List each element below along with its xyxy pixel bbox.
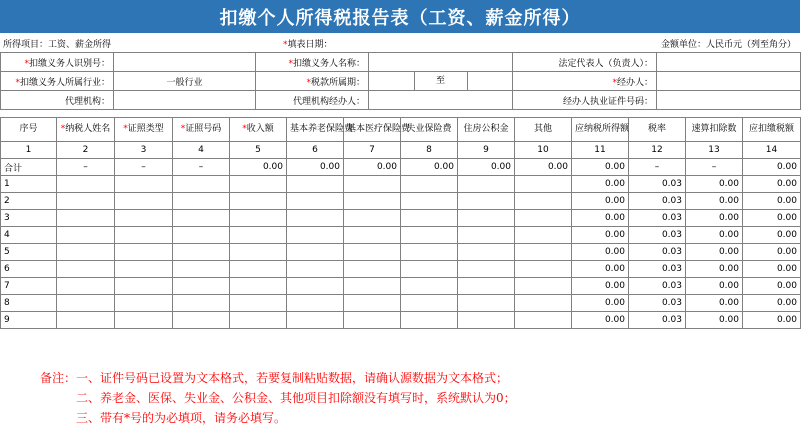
table-row <box>1 261 801 278</box>
column-header-row <box>1 118 801 142</box>
col-number: 7 <box>344 142 401 159</box>
col-header-cert-no: *证照号码 <box>173 118 230 142</box>
row-cert-type-cell[interactable] <box>115 312 173 329</box>
row-deduction-cell: 0.00 <box>686 244 743 261</box>
row-tax-cell: 0.00 <box>743 278 801 295</box>
row-housing-cell[interactable] <box>458 278 515 295</box>
row-tax-cell: 0.00 <box>743 227 801 244</box>
row-deduction-cell: 0.00 <box>686 295 743 312</box>
handler-cert-label: 经办人执业证件号码： <box>513 91 657 110</box>
row-number: 7 <box>1 278 57 295</box>
total-other: 0.00 <box>515 159 572 176</box>
row-cert-type-cell[interactable] <box>115 210 173 227</box>
col-number: 10 <box>515 142 572 159</box>
row-pension-cell[interactable] <box>287 295 344 312</box>
row-income-cell[interactable] <box>230 244 287 261</box>
table-row <box>1 312 801 329</box>
handler-label: *经办人： <box>513 72 657 91</box>
col-number: 1 <box>1 142 57 159</box>
row-cert-no-cell[interactable] <box>173 295 230 312</box>
row-number: 2 <box>1 193 57 210</box>
row-cert-type-cell[interactable] <box>115 295 173 312</box>
handler-input[interactable] <box>657 72 801 91</box>
row-income-cell[interactable] <box>230 278 287 295</box>
total-rate: – <box>629 159 686 176</box>
row-income-cell[interactable] <box>230 295 287 312</box>
total-pension: 0.00 <box>287 159 344 176</box>
row-cert-type-cell[interactable] <box>115 193 173 210</box>
row-cert-no-cell[interactable] <box>173 244 230 261</box>
row-cert-no-cell[interactable] <box>173 312 230 329</box>
row-deduction-cell: 0.00 <box>686 261 743 278</box>
col-header-cert-type: *证照类型 <box>115 118 173 142</box>
row-cert-type-cell[interactable] <box>115 227 173 244</box>
row-other-cell[interactable] <box>515 295 572 312</box>
agency-label: 代理机构： <box>1 91 114 110</box>
note-line: 二、养老金、医保、失业金、公积金、其他项目扣除额没有填写时，系统默认为0； <box>76 391 516 405</box>
col-number: 3 <box>115 142 173 159</box>
row-cert-type-cell[interactable] <box>115 244 173 261</box>
row-tax-cell: 0.00 <box>743 261 801 278</box>
row-medical-cell[interactable] <box>344 261 401 278</box>
row-tax-cell: 0.00 <box>743 176 801 193</box>
row-tax-cell: 0.00 <box>743 312 801 329</box>
row-income-cell[interactable] <box>230 312 287 329</box>
row-taxable-cell: 0.00 <box>572 312 629 329</box>
row-unemployment-cell[interactable] <box>401 193 458 210</box>
row-rate-cell: 0.03 <box>629 210 686 227</box>
withholder-id-input[interactable] <box>114 53 256 72</box>
row-number: 8 <box>1 295 57 312</box>
row-taxable-cell: 0.00 <box>572 227 629 244</box>
amount-unit-label: 金额单位：人民币元（列至角分） <box>660 40 796 50</box>
row-taxable-cell: 0.00 <box>572 278 629 295</box>
col-header-income: *收入额 <box>230 118 287 142</box>
col-number: 14 <box>743 142 801 159</box>
row-tax-cell: 0.00 <box>743 244 801 261</box>
row-income-cell[interactable] <box>230 227 287 244</box>
row-rate-cell: 0.03 <box>629 278 686 295</box>
tax-period-to: 至 <box>415 72 468 90</box>
industry-label: *扣缴义务人所属行业： <box>1 72 114 91</box>
withholder-id-label: *扣缴义务人识别号： <box>1 53 114 72</box>
row-cert-no-cell[interactable] <box>173 261 230 278</box>
col-header-taxable: 应纳税所得额 <box>572 118 629 142</box>
row-number: 1 <box>1 176 57 193</box>
row-tax-cell: 0.00 <box>743 210 801 227</box>
row-rate-cell: 0.03 <box>629 176 686 193</box>
total-unemployment: 0.00 <box>401 159 458 176</box>
row-unemployment-cell[interactable] <box>401 176 458 193</box>
row-cert-no-cell[interactable] <box>173 176 230 193</box>
col-number: 13 <box>686 142 743 159</box>
row-deduction-cell: 0.00 <box>686 210 743 227</box>
tax-period-start[interactable] <box>369 72 415 90</box>
col-header-medical: 基本医疗保险费 <box>344 118 401 142</box>
col-number: 6 <box>287 142 344 159</box>
report-title: 扣缴个人所得税报告表（工资、薪金所得） <box>0 0 800 33</box>
row-deduction-cell: 0.00 <box>686 278 743 295</box>
row-rate-cell: 0.03 <box>629 193 686 210</box>
row-pension-cell[interactable] <box>287 210 344 227</box>
row-number: 9 <box>1 312 57 329</box>
table-row <box>1 278 801 295</box>
table-row <box>1 244 801 261</box>
row-rate-cell: 0.03 <box>629 295 686 312</box>
row-pension-cell[interactable] <box>287 261 344 278</box>
row-medical-cell[interactable] <box>344 193 401 210</box>
row-rate-cell: 0.03 <box>629 261 686 278</box>
table-row <box>1 176 801 193</box>
row-pension-cell[interactable] <box>287 244 344 261</box>
row-housing-cell[interactable] <box>458 227 515 244</box>
row-income-cell[interactable] <box>230 176 287 193</box>
handler-cert-input[interactable] <box>657 91 801 110</box>
row-other-cell[interactable] <box>515 227 572 244</box>
col-header-no: 序号 <box>1 118 57 142</box>
col-header-name: *纳税人姓名 <box>57 118 115 142</box>
row-medical-cell[interactable] <box>344 278 401 295</box>
total-cert-type: – <box>115 159 173 176</box>
row-housing-cell[interactable] <box>458 210 515 227</box>
row-medical-cell[interactable] <box>344 295 401 312</box>
withholder-name-input[interactable] <box>369 53 513 72</box>
row-other-cell[interactable] <box>515 210 572 227</box>
table-row <box>1 193 801 210</box>
col-number: 4 <box>173 142 230 159</box>
row-name-cell[interactable] <box>57 210 115 227</box>
industry-value[interactable]: 一般行业 <box>114 72 256 91</box>
row-deduction-cell: 0.00 <box>686 227 743 244</box>
row-taxable-cell: 0.00 <box>572 176 629 193</box>
row-cert-type-cell[interactable] <box>115 176 173 193</box>
row-taxable-cell: 0.00 <box>572 193 629 210</box>
col-header-unemployment: 失业保险费 <box>401 118 458 142</box>
info-row <box>0 35 800 51</box>
row-cert-no-cell[interactable] <box>173 193 230 210</box>
row-deduction-cell: 0.00 <box>686 312 743 329</box>
row-deduction-cell: 0.00 <box>686 176 743 193</box>
row-number: 5 <box>1 244 57 261</box>
row-name-cell[interactable] <box>57 193 115 210</box>
tax-period-range <box>369 72 513 91</box>
header-fields-table <box>0 52 801 110</box>
agency-input[interactable] <box>114 91 256 110</box>
row-unemployment-cell[interactable] <box>401 312 458 329</box>
row-taxable-cell: 0.00 <box>572 210 629 227</box>
col-header-rate: 税率 <box>629 118 686 142</box>
row-cert-no-cell[interactable] <box>173 227 230 244</box>
row-housing-cell[interactable] <box>458 193 515 210</box>
notes <box>40 368 516 428</box>
row-income-cell[interactable] <box>230 210 287 227</box>
row-tax-cell: 0.00 <box>743 193 801 210</box>
col-number: 5 <box>230 142 287 159</box>
col-header-other: 其他 <box>515 118 572 142</box>
col-header-deduction: 速算扣除数 <box>686 118 743 142</box>
row-other-cell[interactable] <box>515 176 572 193</box>
row-taxable-cell: 0.00 <box>572 244 629 261</box>
column-number-row <box>1 142 801 159</box>
tax-period-end[interactable] <box>468 72 513 90</box>
col-header-housing: 住房公积金 <box>458 118 515 142</box>
row-deduction-cell: 0.00 <box>686 193 743 210</box>
row-other-cell[interactable] <box>515 244 572 261</box>
row-pension-cell[interactable] <box>287 227 344 244</box>
col-header-pension: 基本养老保险费 <box>287 118 344 142</box>
col-header-tax: 应扣缴税额 <box>743 118 801 142</box>
fill-date-label: *填表日期： <box>283 40 333 50</box>
row-name-cell[interactable] <box>57 176 115 193</box>
total-deduction: – <box>686 159 743 176</box>
row-rate-cell: 0.03 <box>629 312 686 329</box>
legal-rep-input[interactable] <box>657 53 801 72</box>
required-star: * <box>283 40 288 50</box>
row-name-cell[interactable] <box>57 312 115 329</box>
row-taxable-cell: 0.00 <box>572 261 629 278</box>
col-number: 2 <box>57 142 115 159</box>
agency-handler-input[interactable] <box>369 91 513 110</box>
note-line: 备注：一、证件号码已设置为文本格式，若要复制粘贴数据，请确认源数据为文本格式； <box>40 371 509 385</box>
tax-period-label: *税款所属期： <box>256 72 369 91</box>
row-other-cell[interactable] <box>515 261 572 278</box>
total-housing: 0.00 <box>458 159 515 176</box>
legal-rep-label: 法定代表人（负责人）： <box>513 53 657 72</box>
col-number: 12 <box>629 142 686 159</box>
row-pension-cell[interactable] <box>287 193 344 210</box>
row-pension-cell[interactable] <box>287 312 344 329</box>
row-medical-cell[interactable] <box>344 312 401 329</box>
row-other-cell[interactable] <box>515 193 572 210</box>
row-unemployment-cell[interactable] <box>401 295 458 312</box>
col-number: 9 <box>458 142 515 159</box>
row-tax-cell: 0.00 <box>743 295 801 312</box>
row-cert-no-cell[interactable] <box>173 278 230 295</box>
row-number: 4 <box>1 227 57 244</box>
total-taxable: 0.00 <box>572 159 629 176</box>
total-cert-no: – <box>173 159 230 176</box>
row-unemployment-cell[interactable] <box>401 261 458 278</box>
row-name-cell[interactable] <box>57 261 115 278</box>
row-pension-cell[interactable] <box>287 278 344 295</box>
table-row <box>1 227 801 244</box>
row-other-cell[interactable] <box>515 278 572 295</box>
total-income: 0.00 <box>230 159 287 176</box>
row-taxable-cell: 0.00 <box>572 295 629 312</box>
withholder-name-label: *扣缴义务人名称： <box>256 53 369 72</box>
row-medical-cell[interactable] <box>344 227 401 244</box>
row-unemployment-cell[interactable] <box>401 278 458 295</box>
note-line: 三、带有*号的为必填项，请务必填写。 <box>76 411 287 425</box>
row-housing-cell[interactable] <box>458 261 515 278</box>
row-housing-cell[interactable] <box>458 176 515 193</box>
row-rate-cell: 0.03 <box>629 227 686 244</box>
row-income-cell[interactable] <box>230 193 287 210</box>
row-pension-cell[interactable] <box>287 176 344 193</box>
row-name-cell[interactable] <box>57 295 115 312</box>
row-unemployment-cell[interactable] <box>401 244 458 261</box>
row-name-cell[interactable] <box>57 227 115 244</box>
col-number: 8 <box>401 142 458 159</box>
row-name-cell[interactable] <box>57 244 115 261</box>
row-housing-cell[interactable] <box>458 312 515 329</box>
row-medical-cell[interactable] <box>344 210 401 227</box>
table-row <box>1 295 801 312</box>
row-number: 3 <box>1 210 57 227</box>
col-number: 11 <box>572 142 629 159</box>
row-rate-cell: 0.03 <box>629 244 686 261</box>
row-number: 6 <box>1 261 57 278</box>
table-row <box>1 210 801 227</box>
tax-detail-table <box>0 117 801 329</box>
total-medical: 0.00 <box>344 159 401 176</box>
row-income-cell[interactable] <box>230 261 287 278</box>
income-item-label: 所得项目：工资、薪金所得 <box>3 40 112 50</box>
row-unemployment-cell[interactable] <box>401 210 458 227</box>
row-cert-no-cell[interactable] <box>173 210 230 227</box>
total-tax: 0.00 <box>743 159 801 176</box>
row-housing-cell[interactable] <box>458 244 515 261</box>
total-label: 合计 <box>1 159 57 176</box>
row-medical-cell[interactable] <box>344 176 401 193</box>
agency-handler-label: 代理机构经办人： <box>256 91 369 110</box>
row-cert-type-cell[interactable] <box>115 278 173 295</box>
total-row <box>1 159 801 176</box>
row-unemployment-cell[interactable] <box>401 227 458 244</box>
row-housing-cell[interactable] <box>458 295 515 312</box>
row-name-cell[interactable] <box>57 278 115 295</box>
row-medical-cell[interactable] <box>344 244 401 261</box>
data-rows <box>1 176 801 329</box>
row-cert-type-cell[interactable] <box>115 261 173 278</box>
row-other-cell[interactable] <box>515 312 572 329</box>
total-name: – <box>57 159 115 176</box>
